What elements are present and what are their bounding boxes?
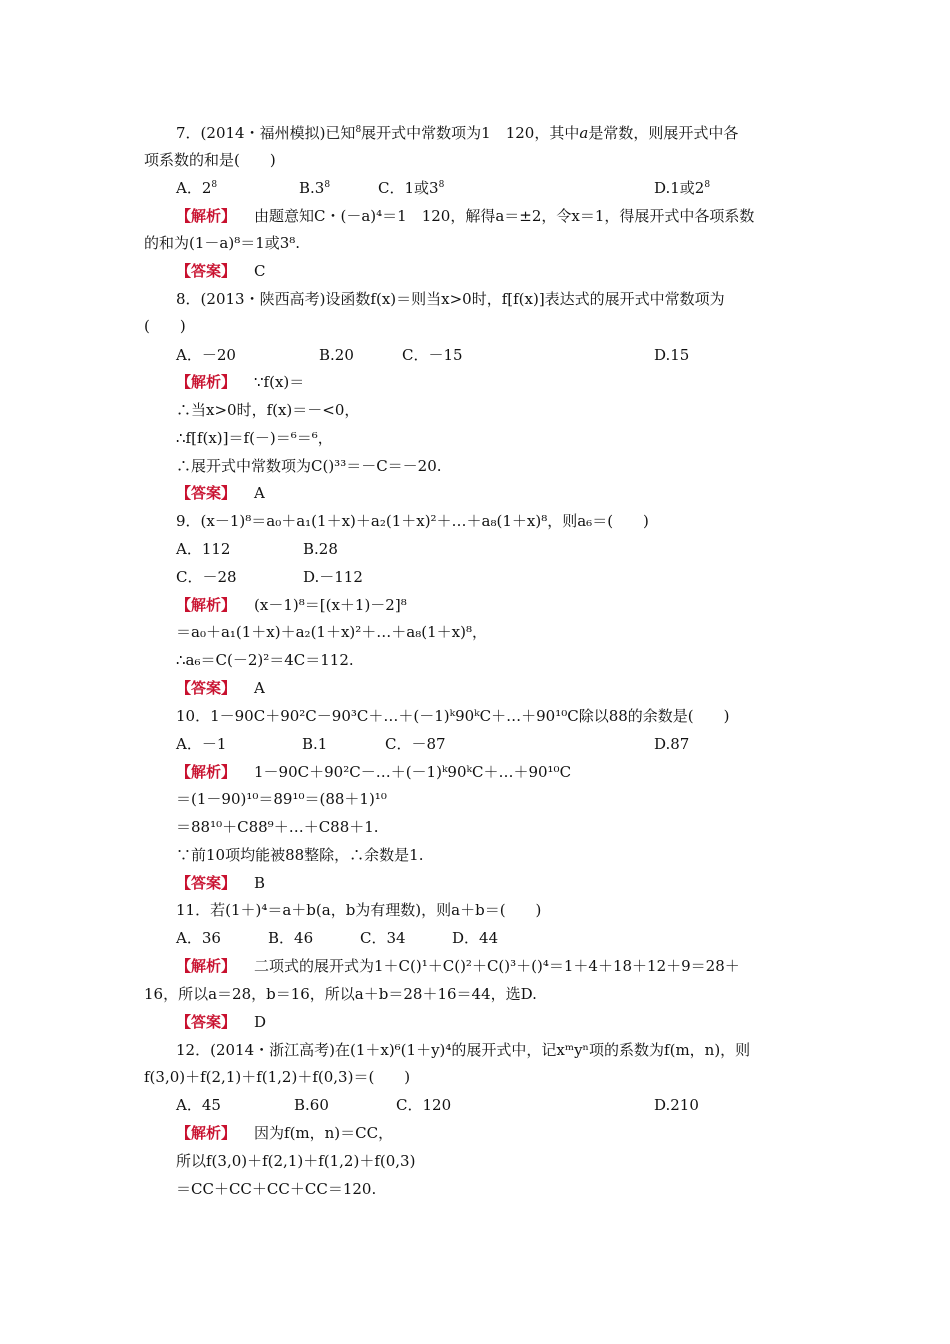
q10-option-c: C．－87 <box>385 735 446 753</box>
q9-option-c: C．－28 <box>176 568 237 586</box>
q8-option-a: A．－20 <box>176 346 236 364</box>
answer-tag: 【答案】 <box>176 484 237 502</box>
q7-option-d-exp: 8 <box>704 180 711 190</box>
analysis-tag: 【解析】 <box>176 596 237 614</box>
q7-option-b <box>299 178 330 198</box>
q10-option-a: A．－1 <box>176 735 227 753</box>
q7-option-a <box>176 178 217 198</box>
q7-answer <box>176 261 266 281</box>
q12-analysis-line3: ＝CC＋CC＋CC＋CC＝120. <box>176 1180 377 1198</box>
q10-stem: 10．1－90C＋90²C－90³C＋…＋(－1)ᵏ90ᵏC＋…＋90¹⁰C除以88的余数是( ) <box>176 707 730 725</box>
q9-answer <box>176 678 265 698</box>
q8-answer-value: A <box>254 484 265 502</box>
q10-analysis-line1 <box>176 762 571 782</box>
q7-option-c-exp: 8 <box>438 180 445 190</box>
q7-stem-line2: 项系数的和是( ) <box>144 151 276 169</box>
analysis-tag: 【解析】 <box>176 373 237 391</box>
q8-option-b: B.20 <box>319 346 354 364</box>
q10-option-d: D.87 <box>654 735 690 753</box>
q12-option-d: D.210 <box>654 1096 699 1114</box>
q9-option-d: D.－112 <box>303 568 363 586</box>
analysis-tag: 【解析】 <box>176 207 237 225</box>
q7-option-b-text: B.3 <box>299 179 325 197</box>
q8-analysis-line4: ∴展开式中常数项为C()³³＝－C＝－20. <box>176 457 442 475</box>
q12-option-a: A．45 <box>176 1096 221 1114</box>
analysis-tag: 【解析】 <box>176 957 237 975</box>
q9-stem: 9．(x－1)⁸＝a₀＋a₁(1＋x)＋a₂(1＋x)²＋…＋a₈(1＋x)⁸，则a₆＝( ) <box>176 512 649 530</box>
analysis-tag: 【解析】 <box>176 1124 237 1142</box>
q11-option-d: D．44 <box>452 929 499 947</box>
answer-tag: 【答案】 <box>176 679 237 697</box>
q7-option-b-exp: 8 <box>324 180 331 190</box>
q7-answer-value: C <box>254 262 266 280</box>
q7-option-c <box>378 178 444 198</box>
q7-option-d-text: D.1或2 <box>654 179 705 197</box>
q10-answer <box>176 873 265 893</box>
q8-analysis-line2: ∴当x>0时，f(x)＝－<0， <box>176 401 360 419</box>
q12-analysis-line2: 所以f(3,0)＋f(2,1)＋f(1,2)＋f(0,3) <box>176 1152 416 1170</box>
q12-stem-line1: 12．(2014・浙江高考)在(1＋x)⁶(1＋y)⁴的展开式中，记xᵐyⁿ项的系数为f(m，n)，则 <box>176 1041 751 1059</box>
q7-option-d <box>654 178 710 198</box>
q8-option-c: C．－15 <box>402 346 463 364</box>
q7-stem-text: 7．(2014・福州模拟)已知 <box>176 124 356 142</box>
q7-option-a-text: A．2 <box>176 179 212 197</box>
q9-analysis-line2: ＝a₀＋a₁(1＋x)＋a₂(1＋x)²＋…＋a₈(1＋x)⁸， <box>176 623 487 641</box>
q12-stem-line2: f(3,0)＋f(2,1)＋f(1,2)＋f(0,3)＝( ) <box>144 1068 411 1086</box>
q11-option-a: A．36 <box>176 929 221 947</box>
q7-analysis-text: 由题意知C・(－a)⁴＝1 120，解得a＝±2，令x＝1，得展开式中各项系数 <box>254 207 755 225</box>
q12-option-b: B.60 <box>294 1096 329 1114</box>
q12-option-c: C．120 <box>396 1096 452 1114</box>
q7-stem-text: 展开式中常数项为1 120，其中 <box>361 124 580 142</box>
answer-tag: 【答案】 <box>176 262 237 280</box>
q8-analysis-line1 <box>176 372 304 392</box>
q11-answer-value: D <box>254 1013 267 1031</box>
q11-option-b: B．46 <box>268 929 314 947</box>
analysis-tag: 【解析】 <box>176 763 237 781</box>
q8-stem-line1: 8．(2013・陕西高考)设函数f(x)＝则当x>0时，f[f(x)]表达式的展开式中常数项为 <box>176 290 725 308</box>
q10-analysis-line2: ＝(1－90)¹⁰＝89¹⁰＝(88＋1)¹⁰ <box>176 790 387 808</box>
q11-answer <box>176 1012 266 1032</box>
answer-tag: 【答案】 <box>176 874 237 892</box>
q11-option-c: C．34 <box>360 929 406 947</box>
q12-analysis-text: 因为f(m，n)＝CC， <box>254 1124 394 1142</box>
q11-analysis-line2: 16，所以a＝28，b＝16，所以a＋b＝28＋16＝44，选D. <box>144 985 537 1003</box>
q10-analysis-line3: ＝88¹⁰＋C88⁹＋…＋C88＋1. <box>176 818 379 836</box>
q10-analysis-line4: ∵前10项均能被88整除，∴余数是1. <box>176 846 424 864</box>
answer-tag: 【答案】 <box>176 1013 237 1031</box>
q7-exponent: 8 <box>355 125 362 135</box>
q7-option-c-text: C．1或3 <box>378 179 439 197</box>
q12-analysis-line1 <box>176 1123 393 1143</box>
q7-analysis-line1 <box>176 206 754 226</box>
q8-answer <box>176 483 265 503</box>
q11-stem: 11．若(1＋)⁴＝a＋b(a，b为有理数)，则a＋b＝( ) <box>176 901 542 919</box>
q8-analysis-line3: ∴f[f(x)]＝f(－)＝⁶＝⁶， <box>176 429 333 447</box>
q9-analysis-line1 <box>176 595 407 615</box>
q7-stem-line1 <box>176 123 738 143</box>
q11-analysis-text: 二项式的展开式为1＋C()¹＋C()²＋C()³＋()⁴＝1＋4＋18＋12＋9＝28＋ <box>254 957 740 975</box>
q11-analysis-line1 <box>176 956 740 976</box>
q8-stem-line2: ( ) <box>144 317 186 335</box>
q10-option-b: B.1 <box>302 735 328 753</box>
q8-option-d: D.15 <box>654 346 690 364</box>
q10-answer-value: B <box>254 874 266 892</box>
q9-analysis-line3: ∴a₆＝C(－2)²＝4C＝112. <box>176 651 354 669</box>
q9-analysis-text: (x－1)⁸＝[(x＋1)－2]⁸ <box>254 596 407 614</box>
q10-analysis-text: 1－90C＋90²C－…＋(－1)ᵏ90ᵏC＋…＋90¹⁰C <box>254 763 572 781</box>
q7-analysis-line2: 的和为(1－a)⁸＝1或3⁸. <box>144 234 301 252</box>
q9-option-b: B.28 <box>303 540 338 558</box>
q7-option-a-exp: 8 <box>211 180 218 190</box>
q7-variable: a <box>579 124 589 142</box>
q9-option-a: A．112 <box>176 540 231 558</box>
q9-answer-value: A <box>254 679 265 697</box>
q7-stem-text: 是常数，则展开式中各 <box>588 124 739 142</box>
q8-analysis-text: ∵f(x)＝ <box>254 373 305 391</box>
